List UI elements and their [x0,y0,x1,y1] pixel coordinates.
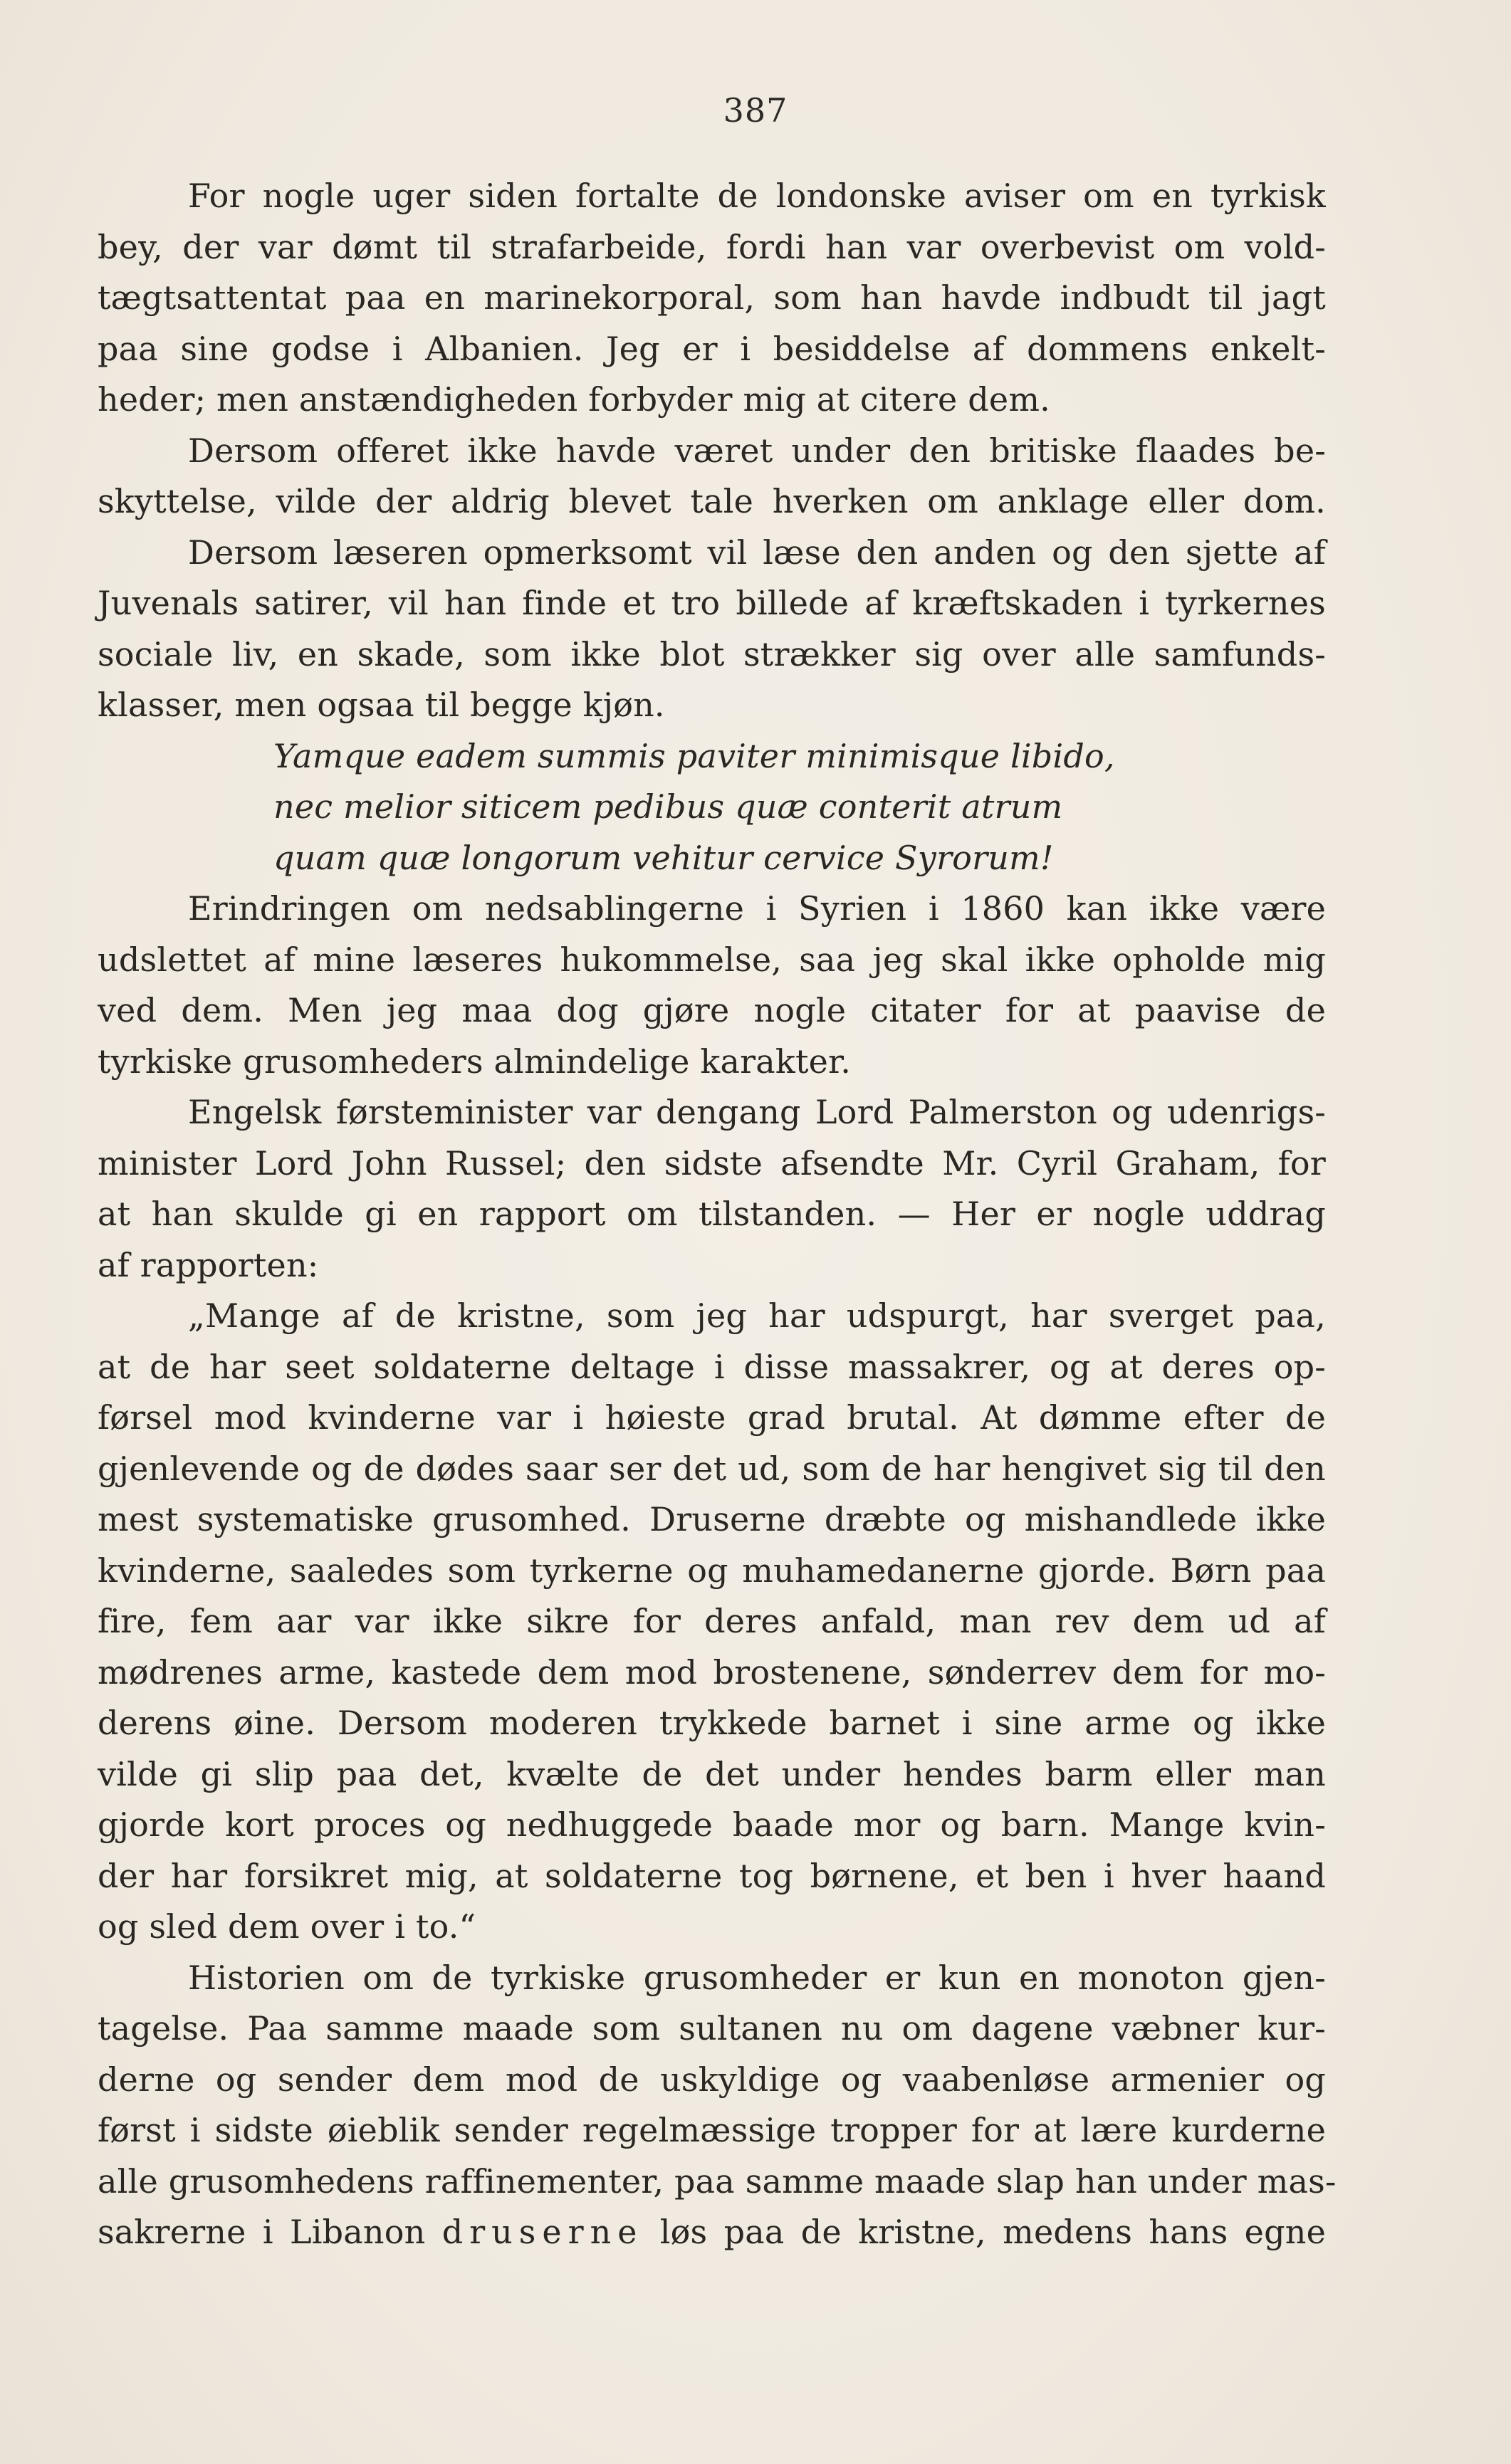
text-line: at han skulde gi en rapport om tilstanden. — Her er nogle uddrag [98,1195,1326,1233]
text-line: mest systematiske grusomhed. Druserne dræbte og mishandlede ikke [98,1500,1326,1538]
text-line: ved dem. Men jeg maa dog gjøre nogle citater for at paavise de [98,991,1326,1029]
text-line: tagelse. Paa samme maade som sultanen nu om dagene væbner kur- [98,2009,1326,2048]
text-line: alle grusomhedens raffinementer, paa samme maade slap han under mas- [98,2161,1337,2201]
text-line: tægtsattentat paa en marinekorporal, som han havde indbudt til jagt [98,278,1326,317]
text-line: klasser, men ogsaa til begge kjøn. [98,686,665,724]
text-line: førsel mod kvinderne var i høieste grad brutal. At dømme efter de [98,1398,1326,1437]
text-line: heder; men anstændigheden forbyder mig at citere dem. [98,380,1050,419]
text-line: mødrenes arme, kastede dem mod brostenene, sønderrev dem for mo- [98,1652,1326,1692]
text-line: Historien om de tyrkiske grusomheder er kun en monoton gjen- [188,1958,1326,1997]
text-line: Dersom læseren opmerksomt vil læse den anden og den sjette af [188,533,1326,572]
text-line: tyrkiske grusomheders almindelige karakter. [98,1042,852,1081]
text-line: minister Lord John Russel; den sidste afsendte Mr. Cyril Graham, for [98,1143,1326,1183]
text-line: der har forsikret mig, at soldaterne tog børnene, et ben i hver haand [98,1856,1326,1895]
text-line: at de har seet soldaterne deltage i disse massakrer, og at deres op- [98,1347,1326,1386]
text-line: Juvenals satirer, vil han finde et tro billede af kræftskaden i tyrkernes [98,584,1326,622]
text-line: paa sine godse i Albanien. Jeg er i besiddelse af dommens enkelt- [98,329,1326,368]
text-line: gjorde kort proces og nedhuggede baade mor og barn. Mange kvin- [98,1805,1326,1844]
text-line: sociale liv, en skade, som ikke blot strækker sig over alle samfunds- [98,634,1326,673]
quote-line: nec melior siticem pedibus quæ conterit atrum [273,787,1063,826]
text-line: skyttelse, vilde der aldrig blevet tale hverken om anklage eller dom. [98,482,1326,520]
text-line: af rapporten: [98,1245,319,1284]
text-line: derne og sender dem mod de uskyldige og vaabenløse armenier og [98,2060,1326,2099]
text-line: fire, fem aar var ikke sikre for deres anfald, man rev dem ud af [98,1602,1326,1640]
emphasized-word: druserne [441,2213,644,2251]
text-line: bey, der var dømt til strafarbeide, fordi han var overbevist om vold- [98,227,1326,266]
text-line: Erindringen om nedsablingerne i Syrien i 1860 kan ikke være [188,889,1326,928]
text-line: derens øine. Dersom moderen trykkede barnet i sine arme og ikke [98,1704,1326,1742]
text-line: vilde gi slip paa det, kvælte de det under hendes barm eller man [98,1754,1326,1793]
text-line: først i sidste øieblik sender regelmæssige tropper for at lære kurderne [98,2111,1326,2149]
text-line: sakrerne i Libanon druserne løs paa de kristne, medens hans egne [98,2213,1326,2251]
text-line: Dersom offeret ikke havde været under den britiske flaades be- [188,431,1326,470]
text-line: „Mange af de kristne, som jeg har udspurgt, har sverget paa, [188,1296,1326,1335]
text-line: Engelsk førsteminister var dengang Lord Palmerston og udenrigs- [188,1093,1326,1131]
text-line: For nogle uger siden fortalte de londonske aviser om en tyrkisk [188,177,1326,215]
text-line: gjenlevende og de dødes saar ser det ud, som de har hengivet sig til den [98,1449,1326,1488]
text-line: kvinderne, saaledes som tyrkerne og muhamedanerne gjorde. Børn paa [98,1551,1326,1590]
page-number: 387 [723,91,788,130]
quote-line: quam quæ longorum vehitur cervice Syrorum! [273,838,1054,877]
text-line: udslettet af mine læseres hukommelse, saa jeg skal ikke opholde mig [98,940,1326,979]
quote-line: Yamque eadem summis paviter minimisque libido, [273,736,1115,775]
text-line: og sled dem over i to.“ [98,1907,476,1946]
body-text [98,171,1337,2258]
